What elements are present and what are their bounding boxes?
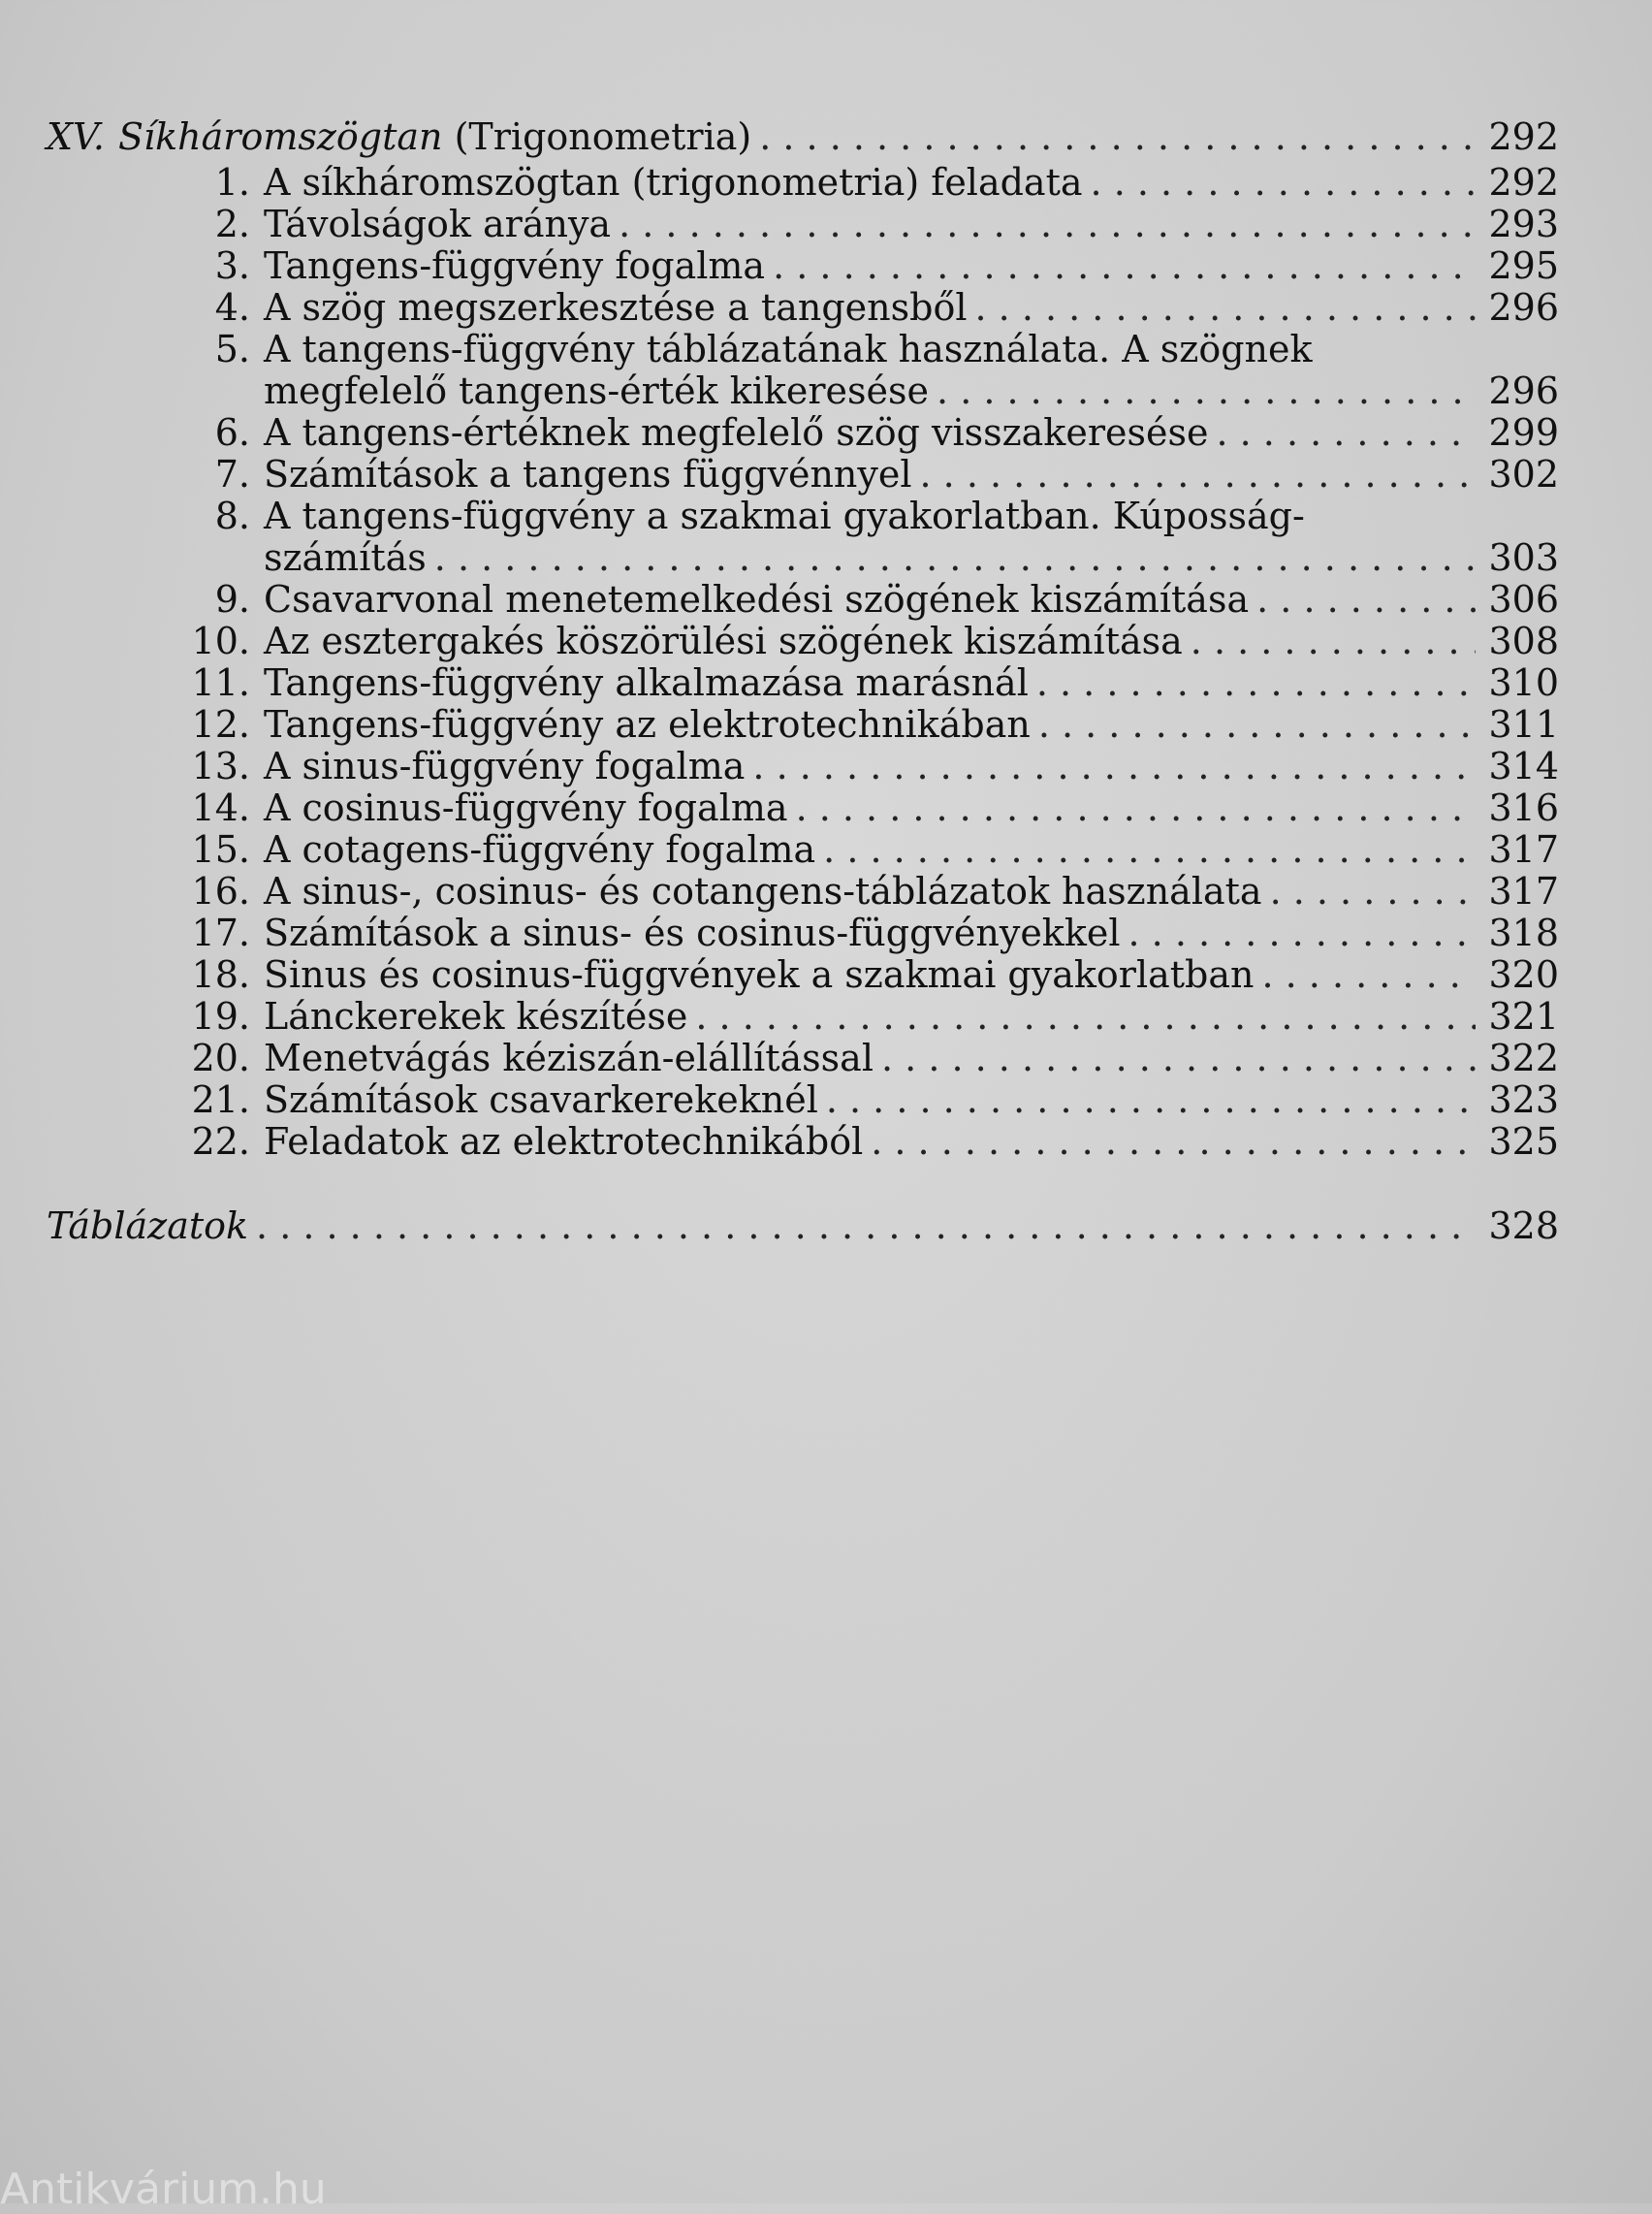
toc-entry-continuation — [47, 370, 1559, 412]
entry-number: 19. — [191, 995, 250, 1038]
table-of-contents — [47, 116, 1559, 1247]
entry-page: 311 — [1488, 703, 1559, 746]
dot-leader — [1091, 162, 1476, 204]
toc-entry — [47, 829, 1559, 871]
dot-leader — [937, 370, 1476, 412]
entry-number: 16. — [191, 870, 250, 913]
toc-entry — [47, 704, 1559, 746]
entry-number: 7. — [214, 453, 250, 496]
entry-number: 15. — [191, 828, 250, 871]
entry-number: 9. — [214, 578, 250, 621]
toc-entry-continuation — [47, 537, 1559, 579]
dot-leader — [920, 454, 1476, 496]
dot-leader — [695, 996, 1476, 1038]
dot-leader — [619, 204, 1476, 245]
entry-title: A cotagens-függvény fogalma — [264, 828, 816, 871]
entry-title: Tangens-függvény fogalma — [264, 244, 766, 287]
toc-entry — [47, 787, 1559, 829]
entry-title-continuation: számítás — [264, 536, 427, 579]
watermark: Antikvárium.hu — [0, 2165, 327, 2214]
entry-page: 323 — [1488, 1078, 1559, 1121]
toc-entry — [47, 1079, 1559, 1121]
entry-number: 4. — [214, 286, 250, 329]
tables-title: Táblázatok — [47, 1204, 249, 1247]
entry-page: 318 — [1488, 912, 1559, 954]
entry-page: 302 — [1488, 453, 1559, 496]
dot-leader — [881, 1038, 1476, 1079]
toc-entry — [47, 496, 1559, 537]
toc-entry — [47, 329, 1559, 370]
toc-entry — [47, 204, 1559, 245]
toc-entry — [47, 162, 1559, 204]
entry-title: Tangens-függvény alkalmazása marásnál — [264, 661, 1029, 704]
chapter-title-plain: (Trigonometria) — [454, 115, 752, 158]
toc-entry — [47, 996, 1559, 1038]
entry-number: 1. — [214, 161, 250, 204]
toc-entries — [47, 162, 1559, 1163]
dot-leader — [773, 245, 1476, 287]
entry-title: Csavarvonal menetemelkedési szögének kiszámítása — [264, 578, 1250, 621]
entry-number: 3. — [214, 244, 250, 287]
entry-page: 292 — [1488, 161, 1559, 204]
dot-leader — [796, 787, 1476, 829]
entry-page: 293 — [1488, 203, 1559, 245]
entry-page: 316 — [1488, 786, 1559, 829]
entry-page: 314 — [1488, 745, 1559, 787]
entry-title: A cosinus-függvény fogalma — [264, 786, 788, 829]
dot-leader — [871, 1121, 1476, 1163]
entry-title: A síkháromszögtan (trigonometria) feladata — [264, 161, 1083, 204]
entry-number: 14. — [191, 786, 250, 829]
entry-number: 8. — [214, 495, 250, 537]
entry-title: Sinus és cosinus-függvények a szakmai gyakorlatban — [264, 953, 1255, 996]
entry-page: 296 — [1488, 369, 1559, 412]
entry-title: Számítások a tangens függvénnyel — [264, 453, 912, 496]
entry-page: 322 — [1488, 1037, 1559, 1079]
entry-page: 320 — [1488, 953, 1559, 996]
entry-number: 22. — [191, 1120, 250, 1163]
toc-entry — [47, 412, 1559, 454]
entry-number: 5. — [214, 328, 250, 370]
dot-leader — [1038, 704, 1476, 746]
dot-leader — [256, 1205, 1476, 1247]
entry-number: 12. — [191, 703, 250, 746]
entry-title-continuation: megfelelő tangens-érték kikeresése — [264, 369, 930, 412]
entry-number: 10. — [191, 620, 250, 662]
toc-entry — [47, 621, 1559, 662]
dot-leader — [975, 287, 1477, 329]
entry-title: Tangens-függvény az elektrotechnikában — [264, 703, 1031, 746]
entry-title: Feladatok az elektrotechnikából — [264, 1120, 864, 1163]
entry-page: 299 — [1488, 411, 1559, 454]
entry-number: 11. — [191, 661, 250, 704]
entry-page: 296 — [1488, 286, 1559, 329]
entry-title: Az esztergakés köszörülési szögének kiszámítása — [264, 620, 1183, 662]
entry-title: Menetvágás kéziszán-elállítással — [264, 1037, 874, 1079]
toc-entry — [47, 1121, 1559, 1163]
toc-entry — [47, 1038, 1559, 1079]
entry-title: A tangens-értéknek megfelelő szög visszakeresése — [264, 411, 1209, 454]
entry-title: A tangens-függvény táblázatának használata. A szögnek — [264, 328, 1313, 370]
entry-page: 325 — [1488, 1120, 1559, 1163]
dot-leader — [1128, 913, 1477, 954]
dot-leader — [759, 116, 1476, 158]
entry-number: 21. — [191, 1078, 250, 1121]
entry-page: 310 — [1488, 661, 1559, 704]
entry-page: 303 — [1488, 536, 1559, 579]
entry-title: A tangens-függvény a szakmai gyakorlatban. Kúposság- — [264, 495, 1305, 537]
chapter-title-italic: Síkháromszögtan — [117, 115, 443, 158]
entry-number: 20. — [191, 1037, 250, 1079]
tables-entry — [47, 1205, 1559, 1247]
dot-leader — [1270, 871, 1476, 913]
entry-title: Lánckerekek készítése — [264, 995, 688, 1038]
dot-leader — [1036, 662, 1476, 704]
dot-leader — [752, 746, 1476, 787]
entry-number: 6. — [214, 411, 250, 454]
entry-title: A sinus-, cosinus- és cotangens-táblázatok használata — [264, 870, 1262, 913]
entry-number: 18. — [191, 953, 250, 996]
entry-page: 295 — [1488, 244, 1559, 287]
entry-page: 306 — [1488, 578, 1559, 621]
toc-entry — [47, 245, 1559, 287]
entry-page: 317 — [1488, 870, 1559, 913]
dot-leader — [1216, 412, 1476, 454]
entry-number: 2. — [214, 203, 250, 245]
entry-page: 321 — [1488, 995, 1559, 1038]
dot-leader — [826, 1079, 1476, 1121]
chapter-number: XV. — [47, 115, 105, 158]
toc-entry — [47, 662, 1559, 704]
dot-leader — [1191, 621, 1476, 662]
toc-entry — [47, 954, 1559, 996]
toc-entry — [47, 454, 1559, 496]
entry-page: 317 — [1488, 828, 1559, 871]
toc-entry — [47, 871, 1559, 913]
entry-title: A sinus-függvény fogalma — [264, 745, 746, 787]
entry-title: A szög megszerkesztése a tangensből — [264, 286, 968, 329]
dot-leader — [823, 829, 1476, 871]
entry-title: Távolságok aránya — [264, 203, 612, 245]
toc-entry — [47, 287, 1559, 329]
dot-leader — [1261, 954, 1476, 996]
entry-number: 13. — [191, 745, 250, 787]
dot-leader — [434, 537, 1476, 579]
entry-title: Számítások a sinus- és cosinus-függvényekkel — [264, 912, 1121, 954]
entry-title: Számítások csavarkerekeknél — [264, 1078, 818, 1121]
chapter-page: 292 — [1488, 115, 1559, 158]
toc-entry — [47, 579, 1559, 621]
entry-page: 308 — [1488, 620, 1559, 662]
toc-entry — [47, 746, 1559, 787]
entry-number: 17. — [191, 912, 250, 954]
chapter-title — [118, 116, 759, 158]
tables-page: 328 — [1488, 1204, 1559, 1247]
dot-leader — [1256, 579, 1476, 621]
chapter-heading — [47, 116, 1559, 158]
toc-entry — [47, 913, 1559, 954]
